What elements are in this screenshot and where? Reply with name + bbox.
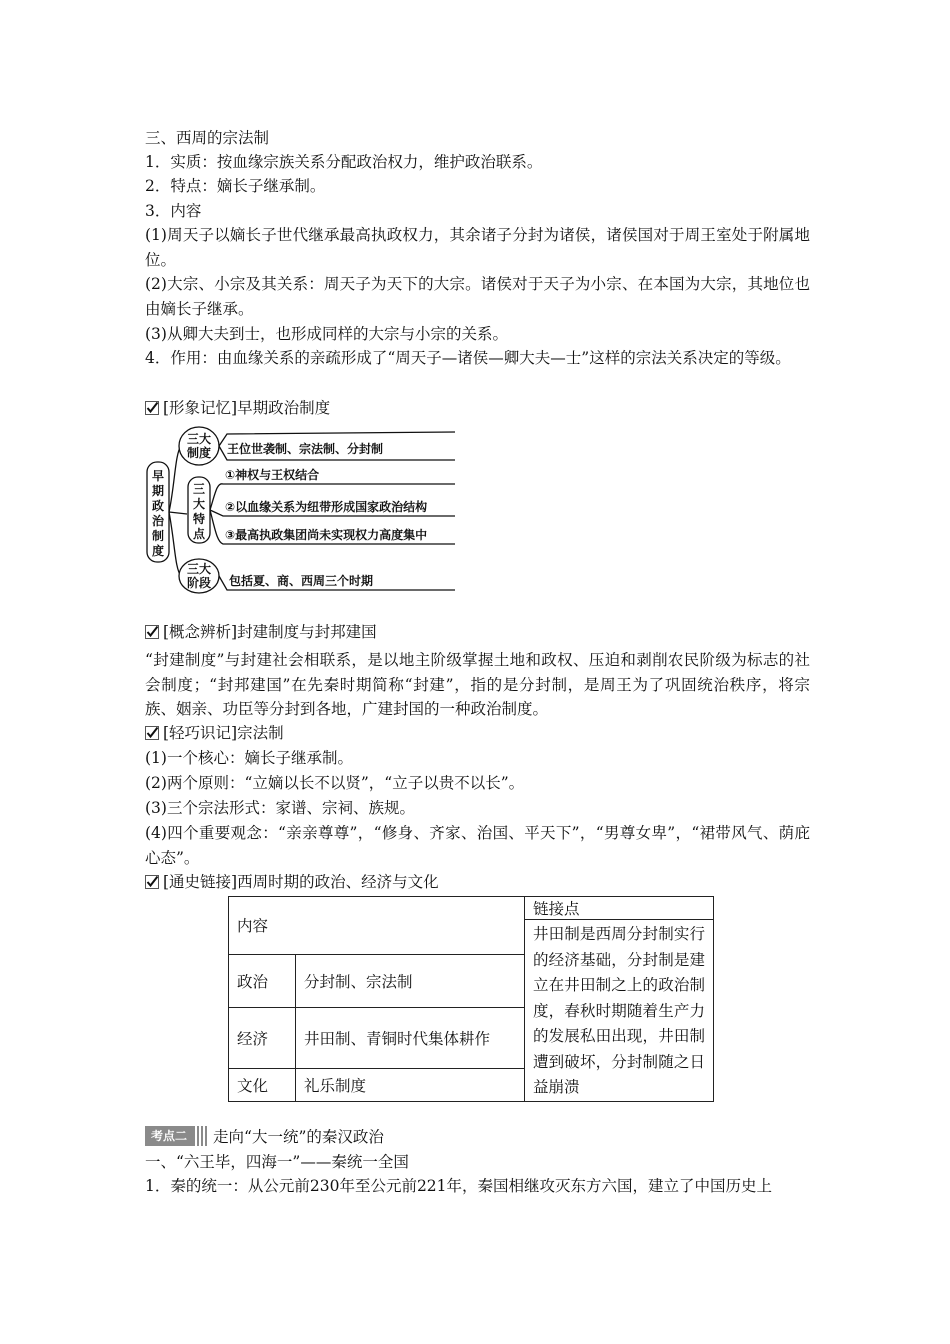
tip-label: [概念辨析]封建制度与封邦建国 xyxy=(163,623,377,641)
mindmap-root-text xyxy=(152,469,165,558)
paragraph: 1．实质：按血缘宗族关系分配政治权力，维护政治联系。 xyxy=(145,153,543,171)
mindmap-item: ③最高执政集团尚未实现权力高度集中 xyxy=(225,528,428,542)
tip-link xyxy=(145,870,439,894)
mindmap-branch-label: 制度 xyxy=(186,446,212,460)
paragraph: 3．内容 xyxy=(145,202,202,220)
tip-label: [轻巧识记]宗法制 xyxy=(163,724,284,742)
paragraph: 4．作用：由血缘关系的亲疏形成了“周天子—诸侯—卿大夫—士”这样的宗法关系决定的等级。 xyxy=(145,349,791,367)
history-link-table xyxy=(228,896,714,1102)
badge-stripes-icon xyxy=(193,1126,207,1146)
table-cell: 文化 xyxy=(229,1068,296,1101)
table-cell: 经济 xyxy=(229,1007,296,1068)
mindmap-root-char: 早 xyxy=(151,469,165,483)
tip-concept xyxy=(145,620,377,644)
mindmap-branch-text: 王位世袭制、宗法制、分封制 xyxy=(227,442,384,456)
kaodian-title: 走向“大一统”的秦汉政治 xyxy=(213,1128,384,1146)
table-header-cell: 内容 xyxy=(229,897,525,955)
mindmap-branch-label: 阶段 xyxy=(186,576,212,590)
mindmap-root-char: 政 xyxy=(151,499,165,513)
section-title: 三、西周的宗法制 xyxy=(145,129,270,147)
paragraph: (4)四个重要观念：“亲亲尊尊”，“修身、齐家、治国、平天下”，“男尊女卑”，“裙带风气、荫庇心态”。 xyxy=(145,824,810,867)
table-row xyxy=(229,897,714,920)
mindmap-connector xyxy=(169,512,181,576)
checkbox-icon xyxy=(145,875,159,889)
table-cell: 礼乐制度 xyxy=(296,1068,525,1101)
paragraph: (1)一个核心：嫡长子继承制。 xyxy=(145,749,353,767)
tip-label: [形象记忆]早期政治制度 xyxy=(163,399,331,417)
paragraph: (1)周天子以嫡长子世代继承最高执政权力，其余诸子分封为诸侯，诸侯国对于周王室处于附属地位。 xyxy=(145,226,810,269)
mindmap-root-char: 期 xyxy=(151,484,165,498)
mind-map-diagram xyxy=(145,424,460,594)
table-cell: 井田制是西周分封制实行的经济基础，分封制是建立在井田制之上的政治制度，春秋时期随着生产力的发展私田出现，井田制遭到破坏，分封制随之日益崩溃 xyxy=(525,920,714,1102)
paragraph: (2)大宗、小宗及其关系：周天子为天下的大宗。诸侯对于天子为小宗、在本国为大宗，其地位也由嫡长子继承。 xyxy=(145,275,810,318)
mindmap-branch-label: 三大 xyxy=(186,562,212,576)
paragraph: (3)从卿大夫到士，也形成同样的大宗与小宗的关系。 xyxy=(145,325,508,343)
mindmap-root-char: 度 xyxy=(151,544,165,558)
kaodian-badge: 考点二 xyxy=(145,1126,193,1146)
paragraph: (2)两个原则：“立嫡以长不以贤”，“立子以贵不以长”。 xyxy=(145,774,525,792)
mindmap-branch-label: 三 xyxy=(192,482,206,496)
mindmap-root-char: 治 xyxy=(151,514,165,528)
table-cell: 井田制、青铜时代集体耕作 xyxy=(296,1007,525,1068)
paragraph: 2．特点：嫡长子继承制。 xyxy=(145,177,326,195)
checkbox-icon xyxy=(145,401,159,415)
mindmap-branch-label: 特 xyxy=(192,512,206,526)
mindmap-root-char: 制 xyxy=(151,529,165,543)
paragraph: “封建制度”与封建社会相联系，是以地主阶级掌握土地和政权、压迫和剥削农民阶级为标志的社会制度；“封邦建国”在先秦时期简称“封建”，指的是分封制，是周王为了巩固统治秩序，将宗族、姻亲、功臣等分封到各地，广建封国的一种政治制度。 xyxy=(145,651,810,718)
paragraph: 一、“六王毕，四海一”——秦统一全国 xyxy=(145,1153,409,1171)
table-cell: 政治 xyxy=(229,954,296,1007)
section-kaodian xyxy=(145,1125,384,1147)
mindmap-branch-text: 包括夏、商、西周三个时期 xyxy=(229,574,374,588)
tip-memory xyxy=(145,396,330,420)
tip-easy xyxy=(145,721,284,745)
tip-label: [通史链接]西周时期的政治、经济与文化 xyxy=(163,873,439,891)
mindmap-branch-label: 三大 xyxy=(186,432,212,446)
mindmap-branch-label: 点 xyxy=(192,527,206,541)
paragraph: (3)三个宗法形式：家谱、宗祠、族规。 xyxy=(145,799,415,817)
checkbox-icon xyxy=(145,726,159,740)
mindmap-item: ①神权与王权结合 xyxy=(225,468,320,482)
paragraph: 1．秦的统一：从公元前230年至公元前221年，秦国相继攻灭东方六国，建立了中国历史上 xyxy=(145,1177,773,1195)
mindmap-connector xyxy=(169,446,181,512)
mindmap-item: ②以血缘关系为纽带形成国家政治结构 xyxy=(225,500,428,514)
mindmap-connector xyxy=(169,512,187,514)
mindmap-branch-label: 大 xyxy=(192,497,206,511)
table-cell: 分封制、宗法制 xyxy=(296,954,525,1007)
checkbox-icon xyxy=(145,625,159,639)
table-header-cell: 链接点 xyxy=(525,897,714,920)
